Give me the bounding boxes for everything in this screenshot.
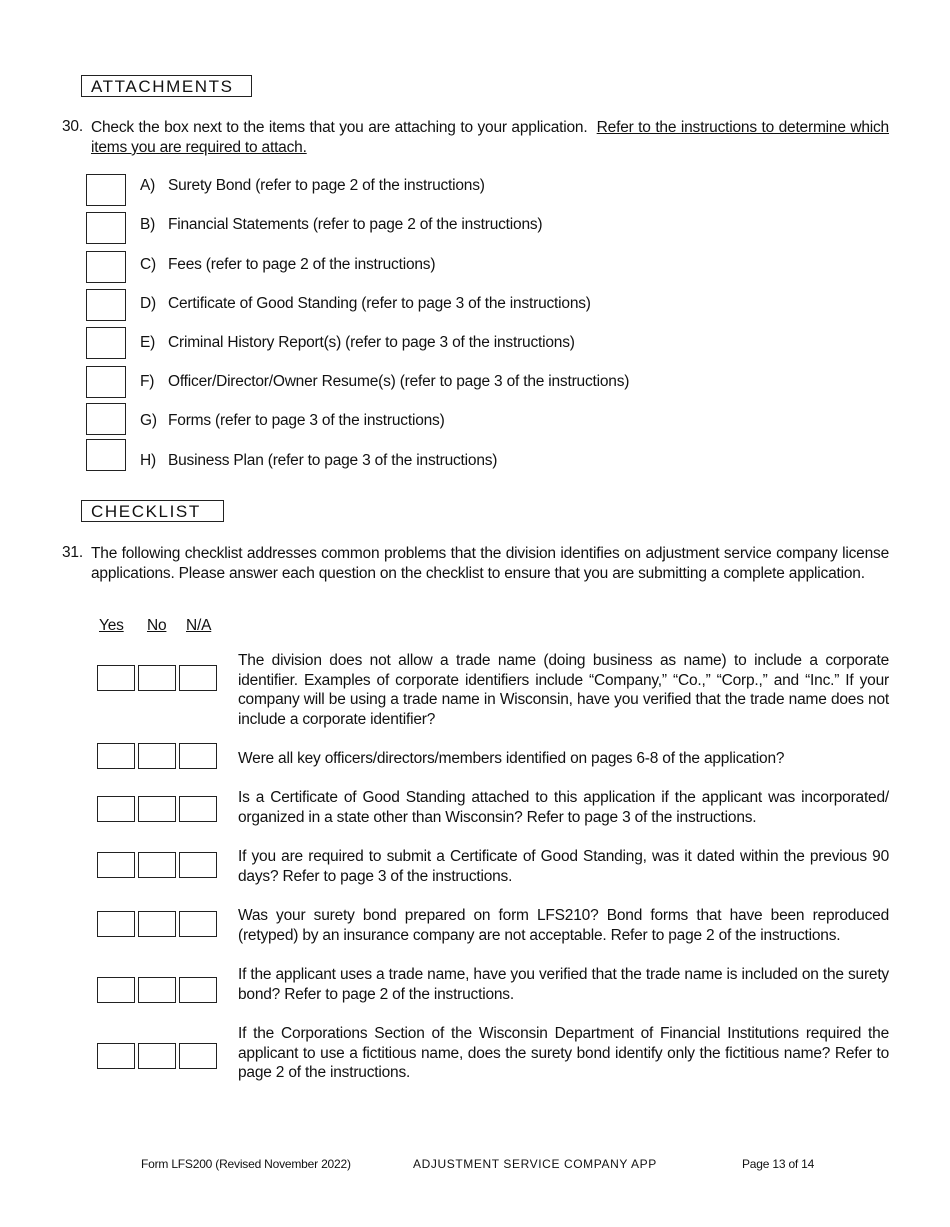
checklist-7-no-box[interactable] <box>138 1043 176 1069</box>
checklist-4-na-box[interactable] <box>179 852 217 878</box>
checklist-2-na-box[interactable] <box>179 743 217 769</box>
checklist-3-yes-box[interactable] <box>97 796 135 822</box>
checklist-4-no-box[interactable] <box>138 852 176 878</box>
attachment-label-c: Fees (refer to page 2 of the instructions) <box>168 256 436 273</box>
attachment-letter-c: C) <box>140 256 156 273</box>
column-header-yes: Yes <box>99 617 124 634</box>
checklist-3-na-box[interactable] <box>179 796 217 822</box>
footer-form-id: Form LFS200 (Revised November 2022) <box>141 1157 351 1171</box>
checklist-6-no-box[interactable] <box>138 977 176 1003</box>
attachment-checkbox-h[interactable] <box>86 439 126 471</box>
attachment-checkbox-g[interactable] <box>86 403 126 435</box>
attachment-checkbox-a[interactable] <box>86 174 126 206</box>
attachment-letter-g: G) <box>140 412 157 429</box>
checklist-1-na-box[interactable] <box>179 665 217 691</box>
checklist-7-yes-box[interactable] <box>97 1043 135 1069</box>
question-31-intro: The following checklist addresses common problems that the division identifies on adjustment service company license applications. Please answer each question on the checklist to ensure that you are submitting a complete application. <box>91 545 889 582</box>
checklist-2-yes-box[interactable] <box>97 743 135 769</box>
footer-title: ADJUSTMENT SERVICE COMPANY APP <box>413 1157 657 1171</box>
checklist-3-no-box[interactable] <box>138 796 176 822</box>
checklist-question-4: If you are required to submit a Certificate of Good Standing, was it dated within the previous 90 days? Refer to page 3 of the instructions. <box>238 848 889 885</box>
checklist-6-na-box[interactable] <box>179 977 217 1003</box>
checklist-5-yes-box[interactable] <box>97 911 135 937</box>
attachment-checkbox-d[interactable] <box>86 289 126 321</box>
checklist-7-na-box[interactable] <box>179 1043 217 1069</box>
checklist-header: CHECKLIST <box>81 500 224 522</box>
attachment-checkbox-c[interactable] <box>86 251 126 283</box>
question-30-number: 30. <box>62 118 83 135</box>
footer-page-number: Page 13 of 14 <box>742 1157 815 1171</box>
attachment-label-a: Surety Bond (refer to page 2 of the instructions) <box>168 177 485 194</box>
attachment-checkbox-f[interactable] <box>86 366 126 398</box>
attachments-header: ATTACHMENTS <box>81 75 252 97</box>
attachment-label-d: Certificate of Good Standing (refer to page 3 of the instructions) <box>168 295 591 312</box>
attachment-label-b: Financial Statements (refer to page 2 of the instructions) <box>168 216 543 233</box>
attachment-letter-a: A) <box>140 177 156 194</box>
attachment-checkbox-e[interactable] <box>86 327 126 359</box>
attachment-checkbox-b[interactable] <box>86 212 126 244</box>
checklist-2-no-box[interactable] <box>138 743 176 769</box>
attachment-letter-b: B) <box>140 216 156 233</box>
checklist-question-2: Were all key officers/directors/members identified on pages 6-8 of the application? <box>238 750 785 767</box>
checklist-1-no-box[interactable] <box>138 665 176 691</box>
attachment-label-g: Forms (refer to page 3 of the instructions) <box>168 412 445 429</box>
checklist-question-6: If the applicant uses a trade name, have you verified that the trade name is included on the surety bond? Refer to page 2 of the instructions. <box>238 966 889 1003</box>
attachment-letter-f: F) <box>140 373 155 390</box>
checklist-4-yes-box[interactable] <box>97 852 135 878</box>
checklist-5-na-box[interactable] <box>179 911 217 937</box>
attachment-label-e: Criminal History Report(s) (refer to page 3 of the instructions) <box>168 334 575 351</box>
checklist-question-7: If the Corporations Section of the Wisconsin Department of Financial Institutions required the applicant to use a fictitious name, does the surety bond identify only the fictitious name? Refer to page 2 of the instructions. <box>238 1025 889 1081</box>
checklist-1-yes-box[interactable] <box>97 665 135 691</box>
attachment-letter-e: E) <box>140 334 156 351</box>
checklist-5-no-box[interactable] <box>138 911 176 937</box>
attachment-letter-h: H) <box>140 452 156 469</box>
column-header-na: N/A <box>186 617 212 634</box>
question-30-text <box>91 118 889 158</box>
attachment-letter-d: D) <box>140 295 156 312</box>
checklist-question-3: Is a Certificate of Good Standing attached to this application if the applicant was incorporated/ organized in a state other than Wisconsin? Refer to page 3 of the instructions. <box>238 789 889 826</box>
checklist-6-yes-box[interactable] <box>97 977 135 1003</box>
question-30-instructions-note: Refer to the instructions to determine which items you are required to attach. <box>91 119 889 156</box>
question-30-intro: Check the box next to the items that you are attaching to your application. <box>91 119 588 136</box>
attachment-label-f: Officer/Director/Owner Resume(s) (refer to page 3 of the instructions) <box>168 373 630 390</box>
checklist-question-5: Was your surety bond prepared on form LFS210? Bond forms that have been reproduced (retyped) by an insurance company are not acceptable. Refer to page 2 of the instructions. <box>238 907 889 944</box>
question-31-number: 31. <box>62 544 83 561</box>
checklist-question-1: The division does not allow a trade name (doing business as name) to include a corporate identifier. Examples of corporate identifiers include “Company,” “Co.,” “Corp.,” and “Inc.” If your company will be using a trade name in Wisconsin, have you verified that the trade name does not include a corporate identifier? <box>238 652 889 728</box>
column-header-no: No <box>147 617 167 634</box>
attachment-label-h: Business Plan (refer to page 3 of the instructions) <box>168 452 498 469</box>
